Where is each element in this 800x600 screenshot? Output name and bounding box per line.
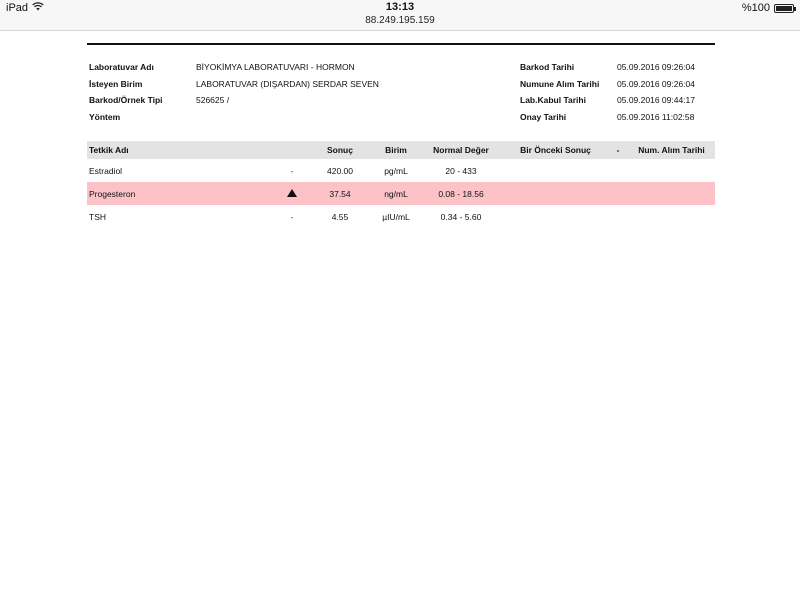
cell-test: Progesteron bbox=[87, 182, 277, 205]
info-value-approval-date: 05.09.2016 11:02:58 bbox=[617, 112, 695, 122]
cell-normal: 20 - 433 bbox=[445, 165, 477, 176]
info-value-barcode-date: 05.09.2016 09:26:04 bbox=[617, 62, 695, 72]
report-info bbox=[87, 58, 715, 142]
cell-date bbox=[628, 205, 715, 228]
battery-percent: %100 bbox=[741, 2, 770, 14]
info-value-accept-date: 05.09.2016 09:44:17 bbox=[617, 95, 695, 105]
address-bar[interactable]: 88.249.195.159 bbox=[365, 15, 435, 26]
status-right bbox=[742, 2, 794, 14]
col-result: Sonuç bbox=[307, 141, 373, 159]
cell-previous bbox=[503, 205, 608, 228]
battery-icon bbox=[774, 4, 794, 13]
col-previous: Bir Önceki Sonuç bbox=[503, 141, 608, 159]
cell-normal: 0.34 - 5.60 bbox=[440, 211, 482, 222]
cell-dash bbox=[608, 182, 628, 205]
info-label-unit: İsteyen Birim bbox=[89, 79, 143, 89]
cell-unit: µIU/mL bbox=[382, 211, 410, 222]
cell-flag bbox=[277, 205, 307, 228]
cell-result: 4.55 bbox=[331, 211, 349, 222]
cell-unit: pg/mL bbox=[384, 165, 408, 176]
table-row-tsh bbox=[87, 205, 715, 228]
clock: 13:13 bbox=[385, 1, 415, 13]
info-label-method: Yöntem bbox=[89, 112, 121, 122]
cell-previous bbox=[503, 159, 608, 182]
results-table bbox=[87, 141, 715, 228]
status-bar bbox=[0, 0, 800, 31]
table-row-estradiol bbox=[87, 159, 715, 182]
cell-flag bbox=[277, 182, 307, 205]
flag-dash: - bbox=[290, 166, 294, 176]
cell-date bbox=[628, 159, 715, 182]
col-flag bbox=[277, 141, 307, 159]
info-label-sample-date: Numune Alım Tarihi bbox=[520, 79, 600, 89]
table-header bbox=[87, 141, 715, 159]
info-value-lab: BİYOKİMYA LABORATUVARI - HORMON bbox=[196, 62, 355, 72]
cell-result: 420.00 bbox=[327, 165, 353, 176]
table-row-progesteron bbox=[87, 182, 715, 205]
lab-report bbox=[87, 43, 715, 142]
cell-previous bbox=[503, 182, 608, 205]
info-label-barcode: Barkod/Örnek Tipi bbox=[89, 95, 163, 105]
info-label-lab: Laboratuvar Adı bbox=[89, 62, 154, 72]
info-label-barcode-date: Barkod Tarihi bbox=[520, 62, 575, 72]
info-value-barcode: 526625 / bbox=[196, 95, 230, 105]
col-test: Tetkik Adı bbox=[87, 141, 277, 159]
cell-flag bbox=[277, 159, 307, 182]
col-date: Num. Alım Tarihi bbox=[628, 141, 715, 159]
col-dash: - bbox=[608, 141, 628, 159]
cell-dash bbox=[608, 159, 628, 182]
cell-dash bbox=[608, 205, 628, 228]
header-divider bbox=[87, 43, 715, 45]
col-normal: Normal Değer bbox=[419, 141, 503, 159]
cell-date bbox=[628, 182, 715, 205]
battery-fill bbox=[776, 6, 792, 11]
flag-dash: - bbox=[290, 212, 294, 222]
cell-normal: 0.08 - 18.56 bbox=[419, 182, 503, 205]
info-value-sample-date: 05.09.2016 09:26:04 bbox=[617, 79, 695, 89]
cell-test: Estradiol bbox=[89, 165, 123, 176]
cell-test: TSH bbox=[89, 211, 106, 222]
high-arrow-icon bbox=[287, 189, 297, 197]
cell-result: 37.54 bbox=[307, 182, 373, 205]
info-label-approval-date: Onay Tarihi bbox=[520, 112, 567, 122]
col-unit: Birim bbox=[373, 141, 419, 159]
cell-unit: ng/mL bbox=[373, 182, 419, 205]
device-name: iPad bbox=[6, 2, 29, 14]
info-value-unit: LABORATUVAR (DIŞARDAN) SERDAR SEVEN bbox=[196, 79, 379, 89]
info-label-accept-date: Lab.Kabul Tarihi bbox=[520, 95, 586, 105]
